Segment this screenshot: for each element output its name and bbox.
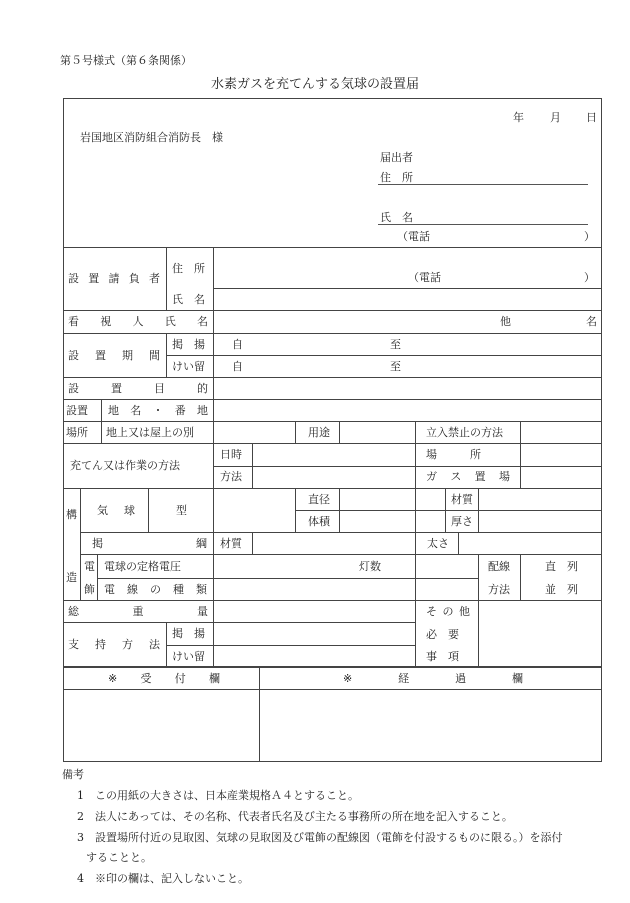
rule: [63, 600, 602, 601]
applicant-phone-open: （電話: [397, 230, 430, 243]
location-label-bottom: 場所: [66, 426, 88, 439]
total-weight-label: 総 重 量: [68, 605, 208, 618]
rule: [166, 333, 167, 377]
rule: [97, 578, 478, 579]
material-label: 材質: [451, 493, 473, 506]
wiring-label-top: 配線: [488, 560, 510, 573]
contractor-name-label: 氏 名: [172, 293, 205, 306]
applicant-name-label: 氏 名: [380, 211, 413, 224]
rule: [213, 600, 214, 667]
datetime-label: 日時: [220, 448, 242, 461]
period-moor-label: けい留: [172, 360, 205, 373]
note-item: 2 法人にあっては、その名称、代表者氏名及び主たる事務所の所在地を記入すること。: [77, 810, 513, 823]
rule: [63, 666, 602, 668]
rule: [63, 421, 602, 422]
wire-type-label: 電 線 の 種 類: [104, 583, 207, 596]
place-label: 場 所: [426, 448, 481, 461]
name-underline: [378, 224, 588, 225]
lot-number-label: 地 名 ・ 番 地: [108, 404, 208, 417]
parallel-label: 並 列: [545, 583, 578, 596]
rule: [478, 600, 479, 667]
rule: [252, 532, 253, 554]
rated-voltage-label: 電球の定格電圧: [104, 560, 181, 573]
rule: [63, 310, 602, 311]
other-items-line2: 必 要: [426, 628, 459, 641]
rule: [80, 532, 602, 533]
contractor-label: 設 置 請 負 者: [68, 272, 160, 285]
rule: [259, 666, 260, 762]
rope-material-label: 材質: [220, 537, 242, 550]
rule: [213, 488, 214, 532]
form-number: 第５号様式（第６条関係）: [60, 54, 192, 67]
rule: [63, 247, 602, 248]
rope-thickness-label: 太さ: [427, 537, 449, 550]
balloon-label: 気 球: [97, 504, 135, 517]
rule: [63, 443, 602, 444]
rule: [445, 488, 446, 532]
volume-label: 体積: [308, 515, 330, 528]
rule: [213, 288, 602, 289]
other-items-line3: 事 項: [426, 650, 459, 663]
progress-header: ※ 経 過 欄: [343, 672, 523, 685]
deco-label-bottom: 飾: [84, 583, 95, 596]
period-label: 設 置 期 間: [68, 349, 160, 362]
rule: [520, 554, 521, 600]
deco-label-top: 電: [84, 560, 95, 573]
structure-label-top: 構: [66, 508, 77, 521]
type-label: 型: [176, 504, 187, 517]
rule: [213, 532, 214, 554]
year-label: 年: [513, 111, 524, 124]
rule: [63, 399, 602, 400]
applicant-phone-close: ）: [584, 230, 595, 243]
watcher-label: 看 視 人 氏 名: [68, 315, 208, 328]
reception-header: ※ 受 付 欄: [108, 672, 220, 685]
rule: [415, 421, 416, 667]
rule: [166, 355, 602, 356]
rule: [339, 488, 340, 532]
rule: [213, 247, 214, 421]
contractor-address-label: 住 所: [172, 262, 205, 275]
rule: [166, 645, 415, 646]
structure-label-bottom: 造: [66, 571, 77, 584]
note-item: 4 ※印の欄は、記入しないこと。: [77, 872, 249, 885]
rule: [213, 554, 214, 600]
day-label: 日: [586, 111, 597, 124]
watcher-persons: 名: [586, 315, 597, 328]
series-label: 直 列: [545, 560, 578, 573]
raise-to: 至: [390, 338, 401, 351]
address-underline: [378, 184, 588, 185]
rule: [478, 488, 479, 532]
contractor-phone-close: ）: [584, 271, 595, 284]
lamps-label: 灯数: [359, 560, 381, 573]
watcher-other: 他: [500, 315, 511, 328]
contractor-phone-open: （電話: [408, 271, 441, 284]
rule: [166, 622, 167, 667]
note-item: 3 設置場所付近の見取図、気球の見取図及び電飾の配線図（電飾を付設するものに限る。）を添付: [77, 831, 563, 844]
rule: [97, 554, 98, 600]
rule: [63, 333, 602, 334]
rule: [339, 421, 340, 443]
rule: [63, 622, 415, 623]
raise-from: 自: [232, 338, 243, 351]
gas-place-label: ガ ス 置 場: [426, 470, 510, 483]
rule: [63, 377, 602, 378]
rule: [295, 421, 296, 443]
support-label: 支 持 方 法: [68, 638, 160, 651]
rule: [63, 488, 602, 489]
other-items-line1: そ の 他: [426, 605, 470, 618]
applicant-address-label: 住 所: [380, 171, 413, 184]
notes-heading: 備考: [62, 768, 84, 781]
rule: [80, 488, 81, 600]
rule: [80, 554, 602, 555]
rule: [252, 443, 253, 488]
rule: [63, 689, 602, 690]
rule: [213, 466, 602, 467]
rule: [458, 532, 459, 554]
support-moor-label: けい留: [172, 650, 205, 663]
rule: [213, 421, 214, 488]
no-entry-label: 立入禁止の方法: [426, 426, 503, 439]
location-label-top: 設置: [66, 404, 88, 417]
diameter-label: 直径: [308, 493, 330, 506]
moor-from: 自: [232, 360, 243, 373]
rule: [520, 421, 521, 488]
rule: [295, 510, 602, 511]
support-raise-label: 掲 揚: [172, 627, 205, 640]
rope-label: 掲 綱: [92, 537, 207, 550]
rule: [101, 399, 102, 443]
thickness-label: 厚さ: [451, 515, 473, 528]
rule: [166, 247, 167, 310]
month-label: 月: [550, 111, 561, 124]
moor-to: 至: [390, 360, 401, 373]
period-raise-label: 掲 揚: [172, 338, 205, 351]
method-label: 方法: [220, 470, 242, 483]
note-item: 1 この用紙の大きさは、日本産業規格Ａ４とすること。: [77, 789, 359, 802]
page-title: 水素ガスを充てんする気球の設置届: [210, 77, 419, 92]
rule: [148, 488, 149, 532]
note-item: することと。: [86, 851, 152, 864]
applicant-label: 届出者: [380, 151, 413, 164]
purpose-label: 設 置 目 的: [68, 382, 208, 395]
use-label: 用途: [308, 426, 330, 439]
rule: [478, 554, 479, 600]
addressee: 岩国地区消防組合消防長 様: [80, 131, 223, 144]
ground-roof-label: 地上又は屋上の別: [106, 426, 194, 439]
wiring-label-bottom: 方法: [488, 583, 510, 596]
fill-method-label: 充てん又は作業の方法: [70, 459, 180, 472]
rule: [295, 488, 296, 532]
